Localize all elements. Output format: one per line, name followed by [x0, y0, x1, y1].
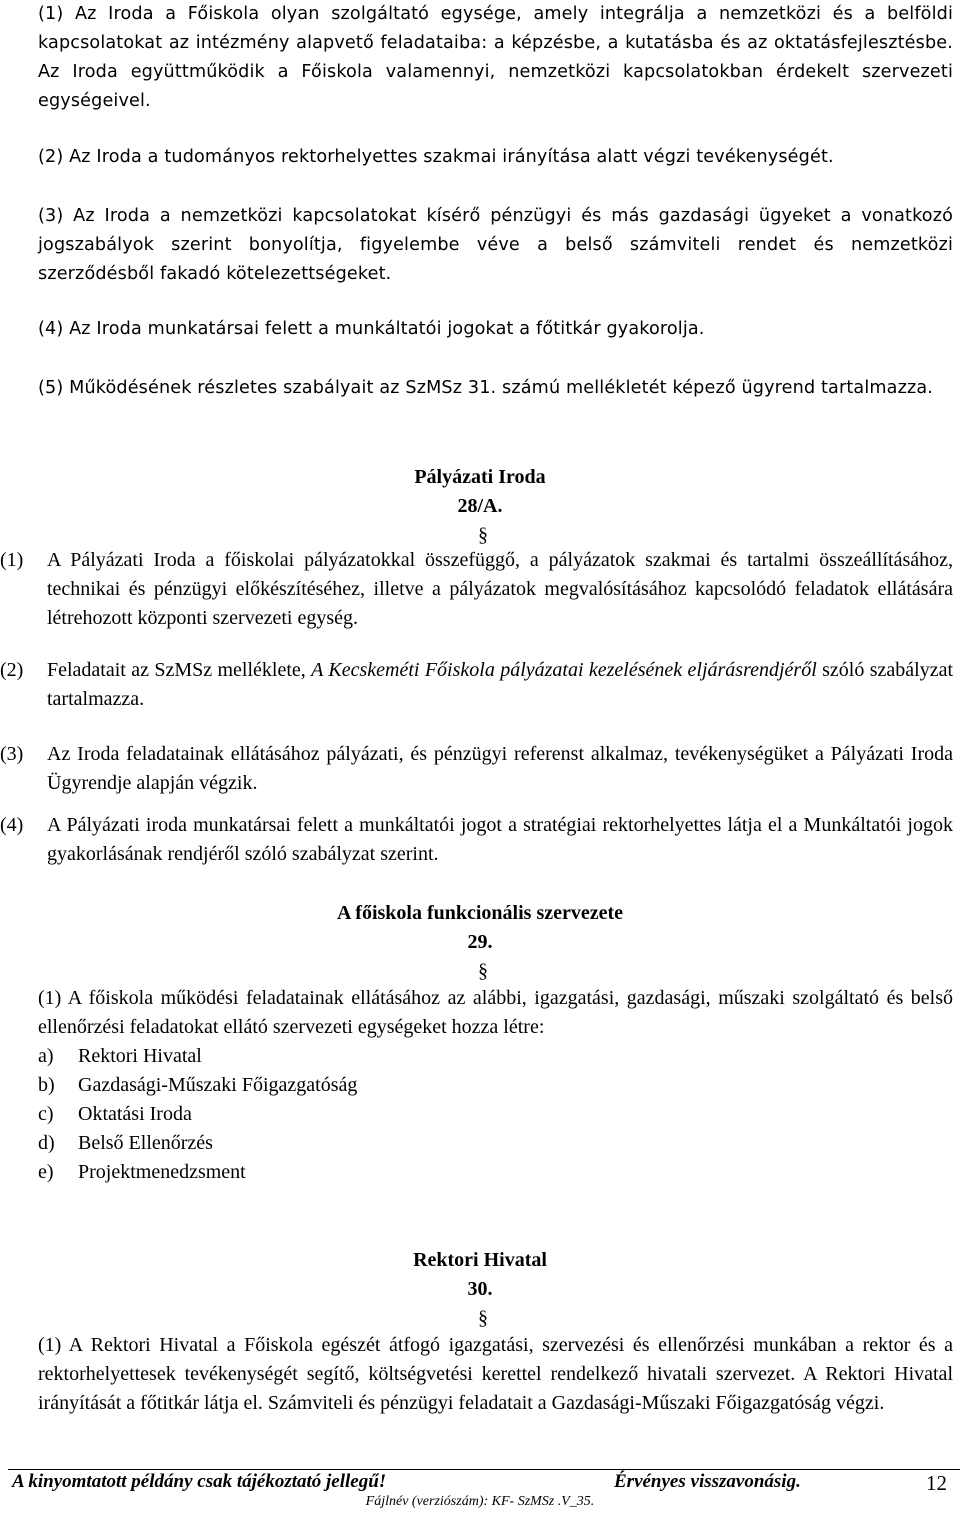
section-28a-heading: [0, 463, 960, 550]
list-text: Oktatási Iroda: [78, 1103, 192, 1125]
section-number: 30.: [467, 1278, 493, 1300]
section-29-heading: [0, 899, 960, 986]
paragraph-text: A Pályázati Iroda a főiskolai pályázatokkal összefüggő, a pályázatok szakmai és tartalmi összeállításához, technikai és pénzügyi előkészítéséhez, illetve a pályázatok megvalósításához kapcsolódó feladatok ellátására létrehozott központi szervezeti egység.: [47, 549, 953, 629]
paragraph-number: (3): [0, 743, 24, 765]
list-label: e): [38, 1161, 54, 1183]
list-item: [38, 1100, 192, 1129]
list-label: a): [38, 1045, 54, 1067]
list-label: b): [38, 1074, 55, 1096]
list-text: Projektmenedzsment: [78, 1161, 246, 1183]
paragraph-4: (4) Az Iroda munkatársai felett a munkáltatói jogokat a főtitkár gyakorolja.: [38, 319, 705, 339]
paragraph-sign: §: [478, 1307, 488, 1329]
regulation-title: A Kecskeméti Főiskola pályázatai kezelésének eljárásrendjéről: [311, 659, 817, 681]
footer-filename: Fájlnév (verziószám): KF- SzMSz .V_35.: [365, 1494, 595, 1509]
section-30-heading: [0, 1246, 960, 1333]
paragraph-text: Az Iroda feladatainak ellátásához pályázati, és pénzügyi referenst alkalmaz, tevékenységüket a Pályázati Iroda Ügyrendje alapján végzik.: [47, 743, 953, 794]
list-text: Belső Ellenőrzés: [78, 1132, 213, 1154]
page-number: 12: [926, 1471, 947, 1495]
list-item: [38, 1129, 213, 1158]
paragraph-number: (2): [0, 659, 24, 681]
list-item: [38, 1071, 357, 1100]
paragraph-number: (4): [0, 814, 24, 836]
section-28a-paragraph-4: [0, 811, 953, 869]
list-item: [38, 1158, 246, 1187]
paragraph-text: A Pályázati iroda munkatársai felett a munkáltatói jogot a stratégiai rektorhelyettes látja el a Munkáltatói jogok gyakorlásának rendjéről szóló szabályzat szerint.: [47, 814, 953, 865]
paragraph-2: (2) Az Iroda a tudományos rektorhelyettes szakmai irányítása alatt végzi tevékenységét.: [38, 147, 834, 167]
footer-validity: Érvényes visszavonásig.: [614, 1471, 801, 1492]
list-text: Rektori Hivatal: [78, 1045, 202, 1067]
paragraph-5: (5) Működésének részletes szabályait az SzMSz 31. számú mellékletét képező ügyrend tartalmazza.: [38, 378, 934, 398]
paragraph-text-end: szóló szabályzat tartalmazza.: [47, 659, 954, 710]
section-title: A főiskola funkcionális szervezete: [336, 902, 624, 924]
section-title: Pályázati Iroda: [414, 466, 546, 488]
section-28a-paragraph-3: [0, 740, 953, 798]
section-28a-paragraph-1: [0, 546, 953, 633]
section-number: 28/A.: [457, 495, 503, 517]
list-label: d): [38, 1132, 55, 1154]
paragraph-1: (1) Az Iroda a Főiskola olyan szolgáltató egysége, amely integrálja a nemzetközi és a belföldi kapcsolatokat az intézmény alapvető feladataiba: a képzésbe, a kutatásba és az oktatásfejlesztésbe. Az Iroda együttműködik a Főiskola valamennyi, nemzetközi kapcsolatokban érdekelt szervezeti egységeivel.: [38, 4, 953, 111]
paragraph-3: (3) Az Iroda a nemzetközi kapcsolatokat kísérő pénzügyi és más gazdasági ügyeket a vonatkozó jogszabályok szerint bonyolítja, figyelembe véve a belső számviteli rendet és nemzetközi szerződésből fakadó kötelezettségeket.: [38, 206, 953, 284]
section-number: 29.: [467, 931, 493, 953]
section-28a-paragraph-2: [0, 656, 954, 714]
page-footer: [0, 1469, 960, 1513]
section-29-paragraph-1: (1) A főiskola működési feladatainak ellátásához az alábbi, igazgatási, gazdasági, műszaki szolgáltató és belső ellenőrzési feladatokat ellátó szervezeti egységeket hozza létre:: [38, 987, 953, 1038]
section-title: Rektori Hivatal: [413, 1249, 547, 1271]
footer-notice: A kinyomtatott példány csak tájékoztató jellegű!: [12, 1471, 387, 1492]
list-item: [38, 1042, 202, 1071]
paragraph-sign: §: [478, 524, 488, 546]
paragraph-sign: §: [478, 960, 488, 982]
list-text: Gazdasági-Műszaki Főigazgatóság: [78, 1074, 358, 1096]
section-30-paragraph-1: (1) A Rektori Hivatal a Főiskola egészét átfogó igazgatási, szervezési és ellenőrzési munkában a rektor és a rektorhelyettesek tevékenységét segítő, költségvetési kerettel rendelkező hivatali szervezet. A Rektori Hivatal irányítását a főtitkár látja el. Számviteli és pénzügyi feladatait a Gazdasági-Műszaki Főigazgatóság végzi.: [38, 1334, 953, 1414]
paragraph-number: (1): [0, 549, 24, 571]
list-label: c): [38, 1103, 54, 1125]
paragraph-text: Feladatait az SzMSz melléklete,: [47, 659, 312, 681]
